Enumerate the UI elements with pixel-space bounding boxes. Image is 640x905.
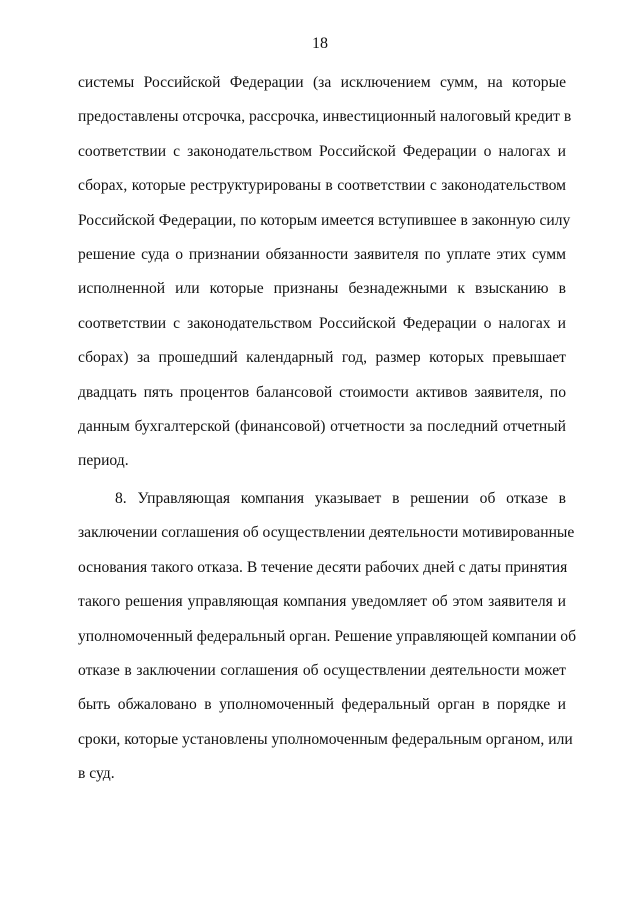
text-line: заключении соглашения об осуществлении деятельности мотивированные [78, 524, 575, 542]
text-line: системы Российской Федерации (за исключением сумм, на которые [78, 74, 566, 91]
text-line: уполномоченный федеральный орган. Решение управляющей компании об [78, 627, 577, 645]
page-number: 18 [312, 35, 328, 52]
text-line: данным бухгалтерской (финансовой) отчетности за последний отчетный [78, 417, 566, 435]
text-line: соответствии с законодательством Российской Федерации о налогах и [78, 142, 566, 160]
text-line: в суд. [78, 765, 115, 783]
text-line: исполненной или которые признаны безнадежными к взысканию в [78, 280, 566, 298]
text-line: сборах, которые реструктурированы в соответствии с законодательством [78, 177, 566, 195]
paragraph-continuation [78, 74, 572, 487]
text-line: Российской Федерации, по которым имеется вступившее в законную силу [78, 211, 571, 229]
text-line: сборах) за прошедший календарный год, размер которых превышает [78, 349, 566, 367]
text-line: 8. Управляющая компания указывает в решении об отказе в [115, 490, 566, 507]
text-line: основания такого отказа. В течение десяти рабочих дней с даты принятия [78, 558, 568, 576]
text-line: предоставлены отсрочка, рассрочка, инвестиционный налоговый кредит в [78, 108, 572, 126]
text-line: двадцать пять процентов балансовой стоимости активов заявителя, по [78, 383, 566, 401]
paragraph-clause-8 [78, 490, 577, 800]
text-line: сроки, которые установлены уполномоченным федеральным органом, или [78, 730, 573, 748]
text-line: быть обжаловано в уполномоченный федеральный орган в порядке и [78, 696, 566, 714]
text-line: решение суда о признании обязанности заявителя по уплате этих сумм [78, 245, 566, 263]
text-line: период. [78, 452, 129, 470]
text-line: такого решения управляющая компания уведомляет об этом заявителя и [78, 593, 566, 611]
text-line: отказе в заключении соглашения об осуществлении деятельности может [78, 661, 566, 679]
text-line: соответствии с законодательством Российской Федерации о налогах и [78, 314, 566, 332]
